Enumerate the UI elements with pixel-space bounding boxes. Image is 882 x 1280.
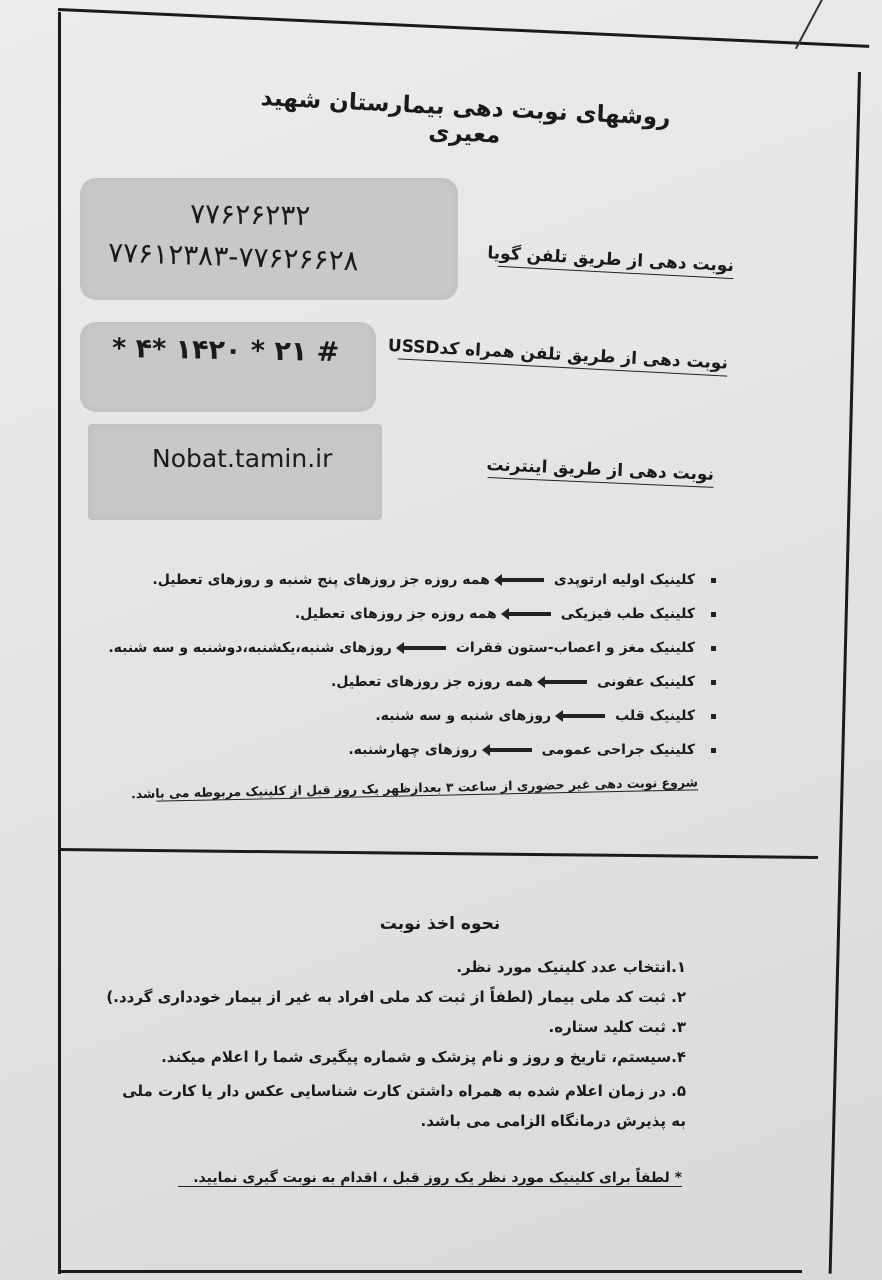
method-label-phone: نوبت دهی از طریق تلفن گویا	[498, 244, 735, 279]
arrow-left-icon	[561, 714, 605, 718]
frame-border-left	[58, 12, 61, 1274]
start-time-note: شروع نوبت دهی غیر حضوری از ساعت ۳ بعدازظهر یک روز قبل از کلینیک مربوطه می باشد.	[130, 774, 699, 802]
bullet-icon	[711, 612, 716, 617]
clinic-schedule: همه روزه جز روزهای تعطیل.	[294, 606, 497, 622]
arrow-left-icon	[402, 646, 446, 650]
clinic-item	[375, 708, 716, 724]
howto-step: ۵. در زمان اعلام شده به همراه داشتن کارت شناسایی عکس دار یا کارت ملی	[122, 1082, 686, 1100]
howto-step: ۱.انتخاب عدد کلینیک مورد نظر.	[456, 958, 686, 976]
clinic-name: کلینیک قلب	[615, 708, 695, 724]
frame-border-bottom	[58, 1270, 802, 1273]
clinic-name: کلینیک اولیه ارتوپدی	[553, 572, 695, 588]
howto-step: ۲. ثبت کد ملی بیمار (لطفاً از ثبت کد ملی افراد به غیر از بیمار خودداری گردد.)	[106, 988, 686, 1006]
clinic-item	[348, 742, 716, 758]
arrow-left-icon	[507, 612, 551, 616]
frame-border-right	[829, 72, 861, 1274]
page-title: روشهای نوبت دهی بیمارستان شهید معیری	[260, 85, 672, 149]
ussd-code: * ۴* ۱۴۲۰ * ۲۱ #	[111, 333, 340, 368]
method-label-ussd: نوبت دهی از طریق تلفن همراه کدUSSD	[398, 336, 729, 376]
clinic-item	[295, 606, 716, 622]
section-divider	[58, 848, 818, 859]
frame-border-top	[58, 8, 869, 48]
clinic-schedule: همه روزه جز روزهای پنج شنبه و روزهای تعطیل.	[152, 572, 490, 588]
howto-step: به پذیرش درمانگاه الزامی می باشد.	[420, 1112, 686, 1130]
clinic-item	[331, 674, 716, 690]
howto-step: ۴.سیستم، تاریخ و روز و نام پزشک و شماره پیگیری شما را اعلام میکند.	[161, 1048, 686, 1066]
clinic-name: کلینیک طب فیزیکی	[560, 606, 695, 622]
arrow-left-icon	[488, 748, 532, 752]
clinic-name: کلینیک عفونی	[596, 674, 695, 690]
howto-step: ۳. ثبت کلید ستاره.	[548, 1018, 686, 1036]
clinic-name: کلینیک مغز و اعصاب-ستون فقرات	[455, 640, 695, 656]
howto-title: نحوه اخذ نوبت	[379, 914, 501, 934]
clinic-item	[108, 640, 716, 656]
clinic-name: کلینیک جراحی عمومی	[541, 742, 695, 758]
clinic-schedule: روزهای شنبه و سه شنبه.	[375, 708, 552, 724]
bullet-icon	[711, 680, 716, 685]
clinic-item	[152, 572, 716, 588]
clinic-schedule: روزهای چهارشنبه.	[348, 742, 478, 758]
bullet-icon	[711, 714, 716, 719]
phone-number-secondary: ۷۷۶۱۲۳۸۳-۷۷۶۲۶۶۲۸	[107, 235, 360, 278]
advance-booking-note: * لطفاً برای کلینیک مورد نظر یک روز قبل ، اقدام به نوبت گیری نمایید.	[178, 1170, 682, 1187]
arrow-left-icon	[543, 680, 587, 684]
arrow-left-icon	[500, 578, 544, 582]
phone-number-primary: ۷۷۶۲۶۲۳۲	[189, 196, 311, 233]
method-label-internet: نوبت دهی از طریق اینترنت	[488, 455, 715, 488]
bullet-icon	[711, 748, 716, 753]
clinic-schedule: روزهای شنبه،یکشنبه،دوشنبه و سه شنبه.	[108, 640, 392, 656]
bullet-icon	[711, 578, 716, 583]
clinic-schedule: همه روزه جز روزهای تعطیل.	[331, 674, 533, 690]
website-address: Nobat.tamin.ir	[152, 444, 333, 473]
bullet-icon	[711, 646, 716, 651]
